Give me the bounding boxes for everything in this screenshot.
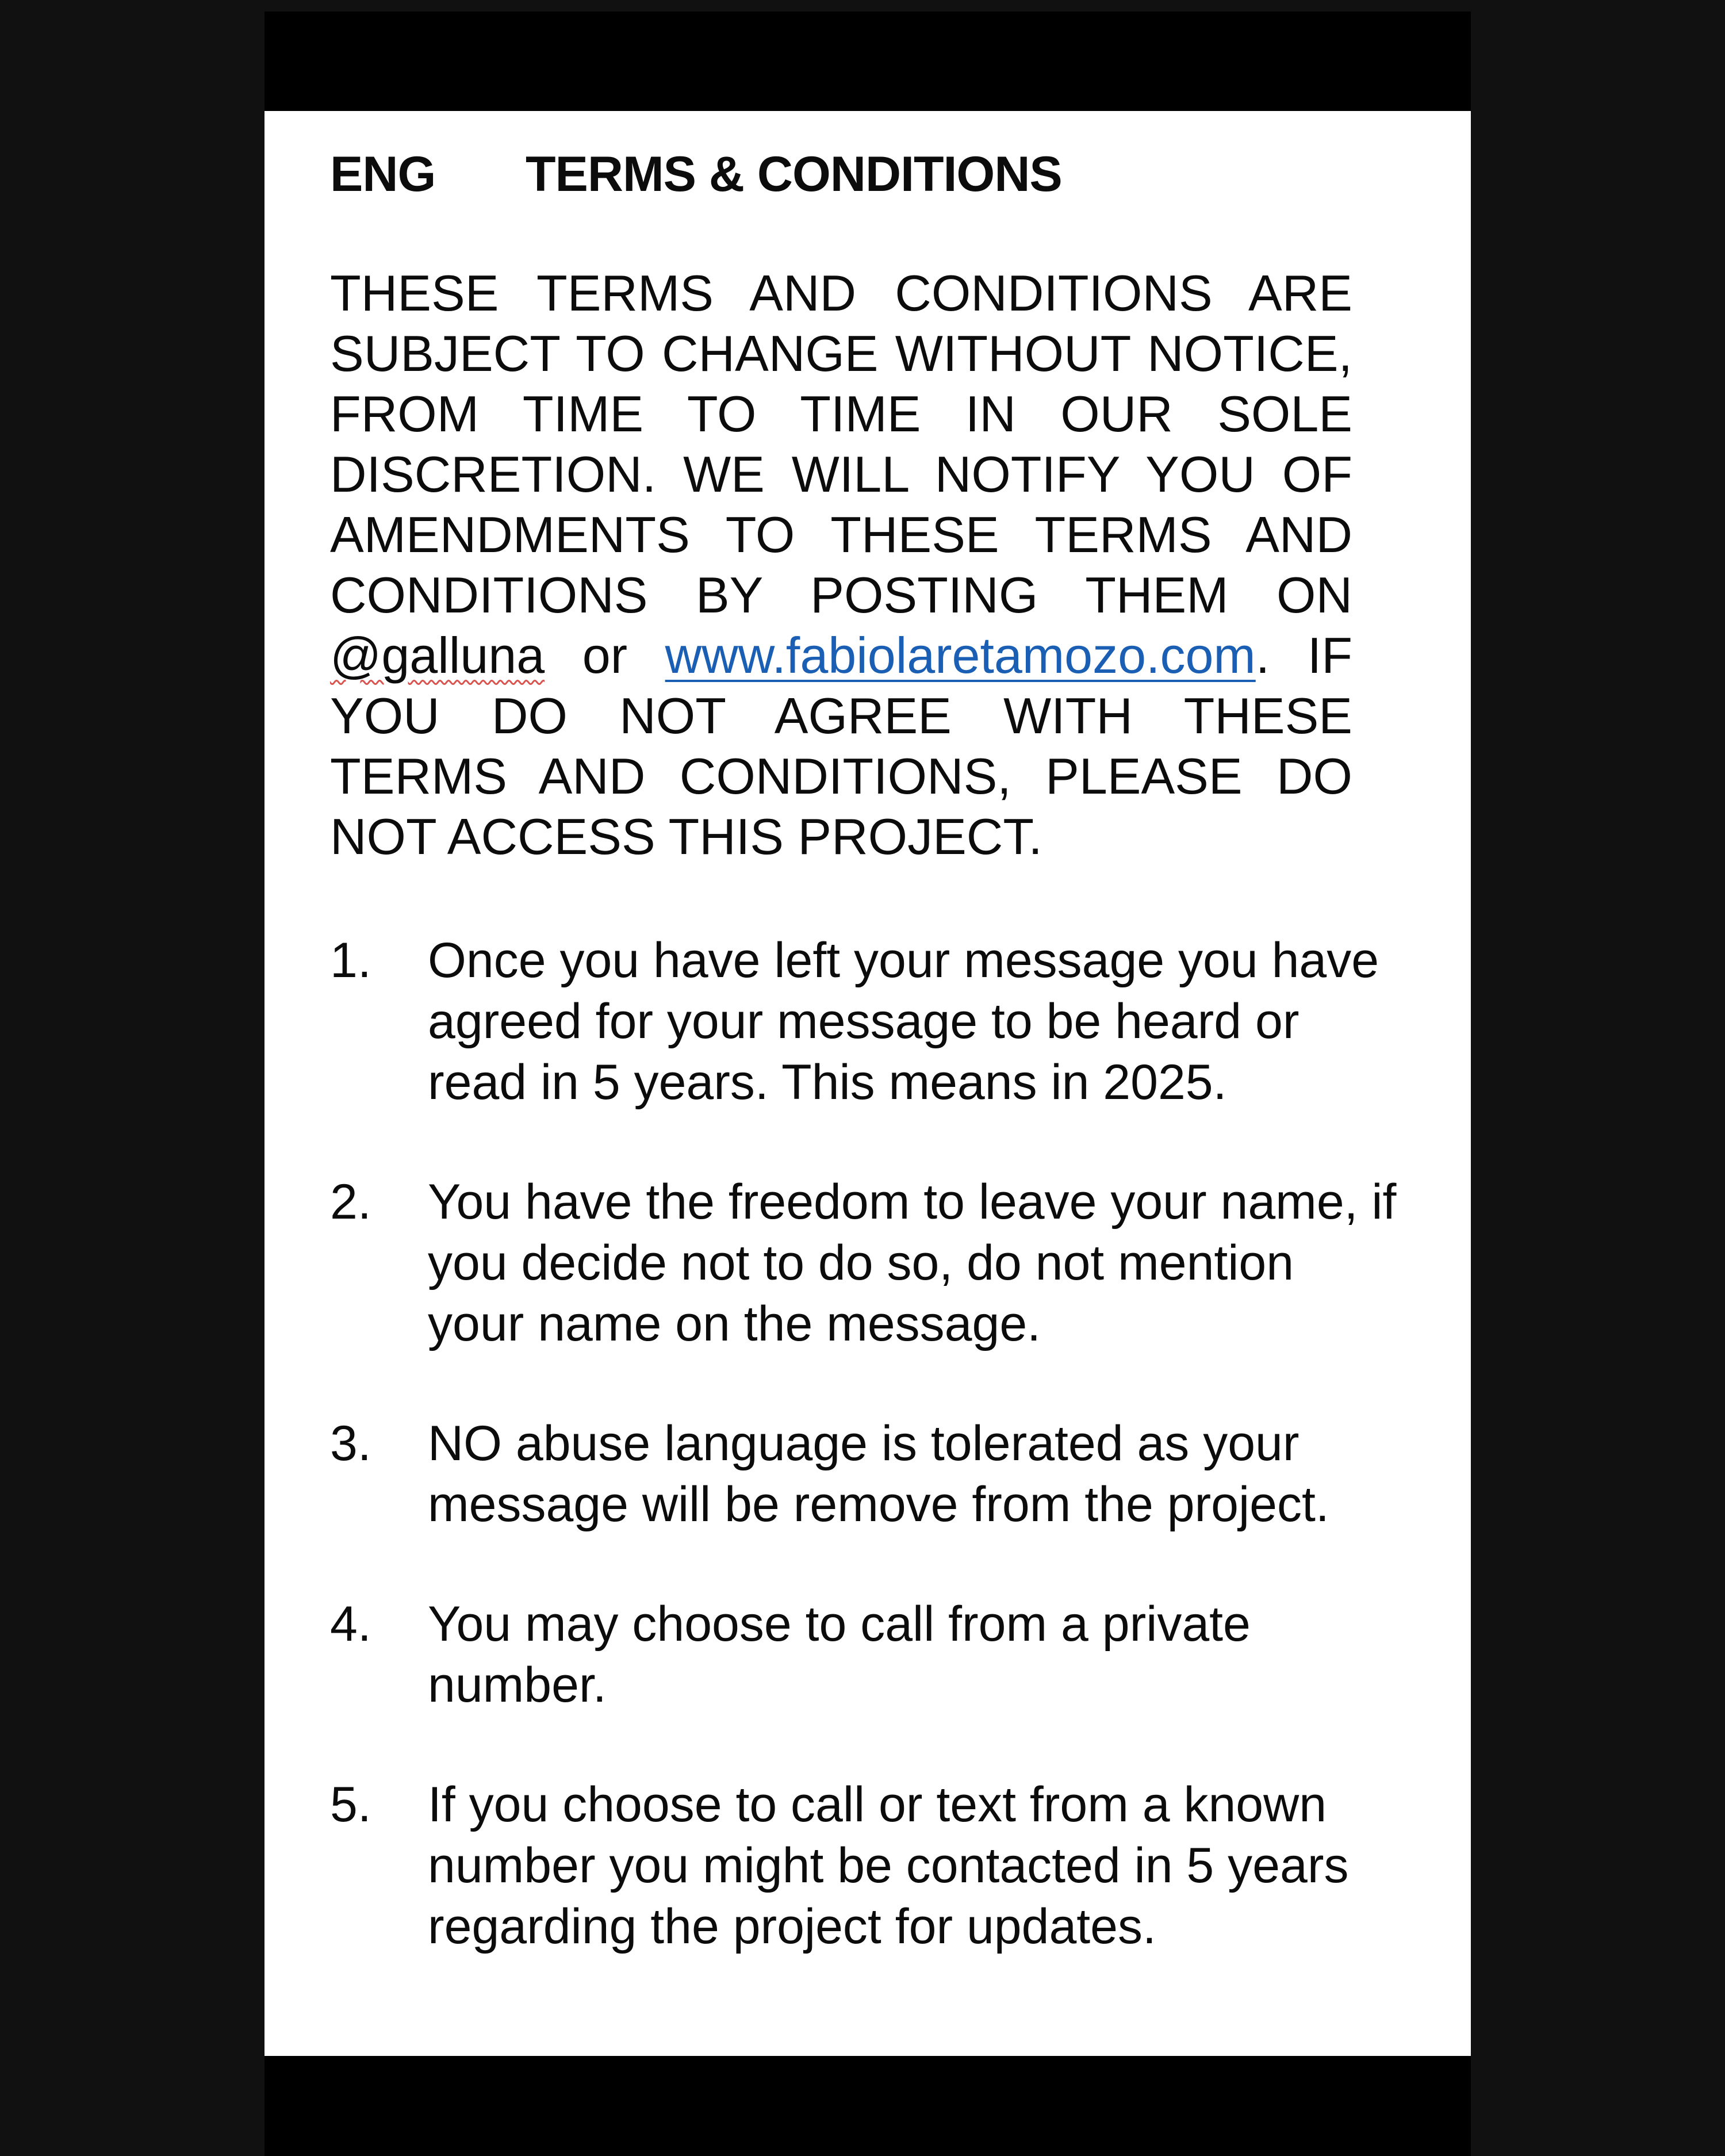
disclaimer-closing-text: . IF YOU DO NOT AGREE WITH THESE TERMS AND CONDITIONS, PLEASE DO NOT ACCESS THIS PROJECT. bbox=[330, 627, 1353, 865]
document-header bbox=[330, 140, 1471, 209]
page-title: TERMS & CONDITIONS bbox=[526, 147, 1062, 202]
list-item bbox=[330, 1594, 1400, 1715]
language-label: ENG bbox=[330, 147, 436, 202]
terms-list bbox=[330, 930, 1400, 1957]
list-item bbox=[330, 1774, 1400, 1957]
item-number: 3. bbox=[330, 1416, 371, 1471]
website-link[interactable]: www.fabiolaretamozo.com bbox=[665, 627, 1256, 684]
item-number: 2. bbox=[330, 1174, 371, 1230]
list-item bbox=[330, 1171, 1400, 1354]
terms-document bbox=[264, 111, 1471, 2056]
list-item bbox=[330, 1413, 1400, 1535]
item-number: 1. bbox=[330, 933, 371, 988]
item-text: If you choose to call or text from a known number you might be contacted in 5 years regarding the project for updates. bbox=[428, 1777, 1349, 1954]
item-text: Once you have left your message you have agreed for your message to be heard or read in 5 years. This means in 2025. bbox=[428, 933, 1379, 1110]
item-text: You have the freedom to leave your name, if you decide not to do so, do not mention your name on the message. bbox=[428, 1174, 1397, 1351]
item-text: NO abuse language is tolerated as your message will be remove from the project. bbox=[428, 1416, 1329, 1532]
item-number: 4. bbox=[330, 1596, 371, 1652]
item-number: 5. bbox=[330, 1777, 371, 1832]
item-text: You may choose to call from a private number. bbox=[428, 1596, 1251, 1713]
list-item bbox=[330, 930, 1400, 1113]
social-handle: @galluna bbox=[330, 627, 545, 684]
disclaimer-paragraph bbox=[330, 263, 1352, 867]
disclaimer-text: THESE TERMS AND CONDITIONS ARE SUBJECT TO CHANGE WITHOUT NOTICE, FROM TIME TO TIME IN OUR SOLE DISCRETION. WE WILL NOTIFY YOU OF AMENDMENTS TO THESE TERMS AND CONDITIONS BY POSTING THEM ON bbox=[330, 265, 1352, 623]
connector-text: or bbox=[582, 627, 628, 684]
